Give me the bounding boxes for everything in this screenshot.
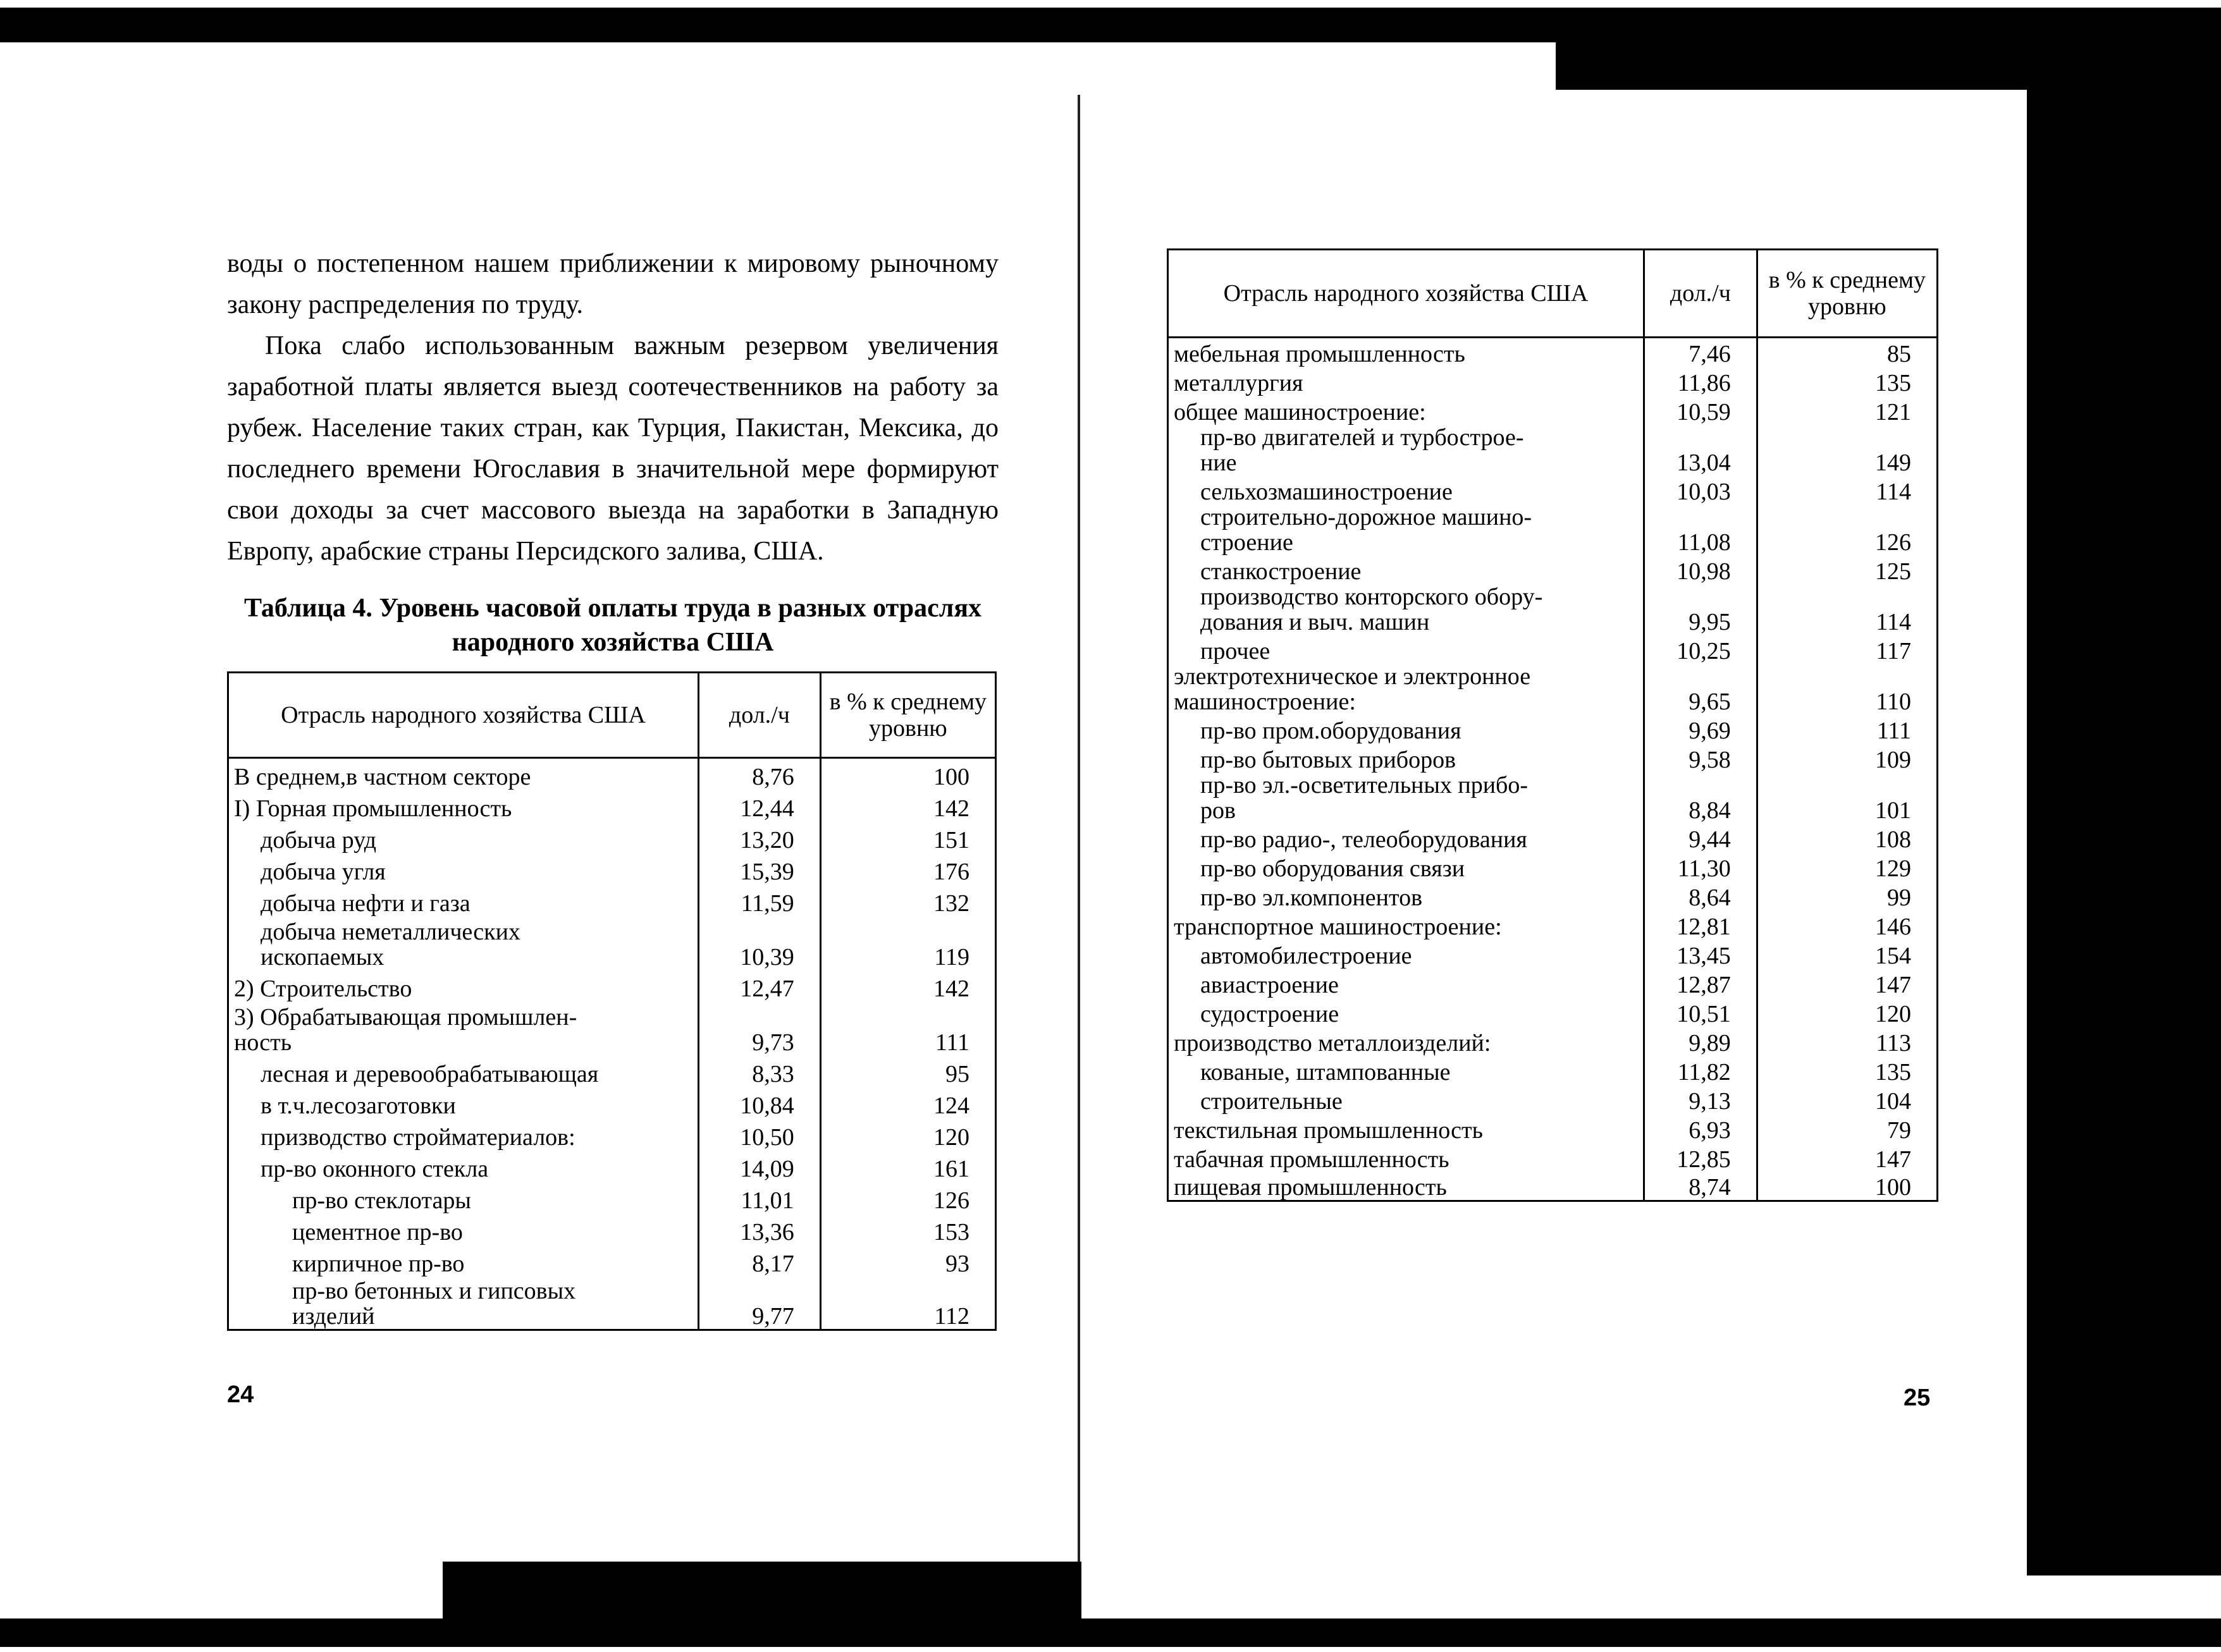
table-row (1168, 425, 1938, 475)
sector-cell: кованые, штампованные (1168, 1056, 1644, 1085)
table-row (1168, 823, 1938, 852)
table-row (228, 1245, 996, 1276)
pct-cell: 114 (1757, 584, 1937, 635)
table-row (228, 758, 996, 790)
sector-cell: мебельная промышленность (1168, 338, 1644, 367)
usd-cell: 9,89 (1644, 1027, 1757, 1056)
sector-cell: добыча нефти и газа (228, 884, 699, 916)
sector-cell: строительно-дорожное машино- строение (1168, 505, 1644, 555)
usd-cell: 6,93 (1644, 1114, 1757, 1143)
sector-cell: пищевая промышленность (1168, 1172, 1644, 1201)
table-row (1168, 852, 1938, 881)
usd-cell: 10,39 (699, 916, 821, 970)
table-row (1168, 555, 1938, 584)
pct-cell: 100 (1757, 1172, 1937, 1201)
pct-cell: 85 (1757, 338, 1937, 367)
usd-cell: 10,84 (699, 1087, 821, 1118)
header-pct: в % к среднему уровню (820, 673, 995, 758)
table-row (1168, 475, 1938, 505)
sector-cell: пр-во эл.компонентов (1168, 881, 1644, 910)
pct-cell: 147 (1757, 1143, 1937, 1172)
usd-cell: 12,87 (1644, 969, 1757, 998)
usd-cell: 14,09 (699, 1150, 821, 1182)
pct-cell: 124 (820, 1087, 995, 1118)
usd-cell: 8,64 (1644, 881, 1757, 910)
pct-cell: 126 (820, 1182, 995, 1213)
usd-cell: 9,65 (1644, 664, 1757, 714)
pct-cell: 93 (820, 1245, 995, 1276)
table-row (1168, 1085, 1938, 1114)
usd-cell: 12,47 (699, 970, 821, 1001)
paragraph: Пока слабо использованным важным резервом увеличения заработной платы является выезд соотечественников на работу за рубеж. Население таких стран, как Турция, Пакистан, Мексика, до последнего времени Югославия в значительной мере формируют свои доходы за счет массового выезда на заработки в Западную Европу, арабские страны Персидского залива, США. (227, 331, 999, 566)
pct-cell: 79 (1757, 1114, 1937, 1143)
usd-cell: 11,59 (699, 884, 821, 916)
sector-cell: призводство стройматериалов: (228, 1118, 699, 1150)
sector-cell: автомобилестроение (1168, 939, 1644, 969)
table-row (1168, 1143, 1938, 1172)
pct-cell: 104 (1757, 1085, 1937, 1114)
usd-cell: 10,51 (1644, 998, 1757, 1027)
pct-cell: 120 (820, 1118, 995, 1150)
usd-cell: 12,81 (1644, 910, 1757, 939)
pct-cell: 95 (820, 1055, 995, 1087)
pct-cell: 109 (1757, 743, 1937, 773)
header-sector: Отрасль народного хозяйства США (1168, 250, 1644, 338)
sector-cell: I) Горная промышленность (228, 790, 699, 821)
sector-cell: пр-во бетонных и гипсовых изделий (228, 1276, 699, 1330)
sector-cell: станкостроение (1168, 555, 1644, 584)
pct-cell: 151 (820, 821, 995, 853)
usd-cell: 10,25 (1644, 635, 1757, 664)
table-row (1168, 505, 1938, 555)
usd-cell: 8,76 (699, 758, 821, 790)
usd-cell: 12,44 (699, 790, 821, 821)
table-row (228, 853, 996, 884)
sector-cell: в т.ч.лесозаготовки (228, 1087, 699, 1118)
table-row (1168, 635, 1938, 664)
sector-cell: пр-во оборудования связи (1168, 852, 1644, 881)
pct-cell: 135 (1757, 1056, 1937, 1085)
table-row (1168, 910, 1938, 939)
sector-cell: транспортное машиностроение: (1168, 910, 1644, 939)
sector-cell: добыча неметаллических ископаемых (228, 916, 699, 970)
table-row (1168, 714, 1938, 743)
table-row (228, 1182, 996, 1213)
usd-cell: 9,77 (699, 1276, 821, 1330)
sector-cell: 3) Обрабатывающая промышлен- ность (228, 1001, 699, 1055)
table-row (1168, 881, 1938, 910)
pct-cell: 100 (820, 758, 995, 790)
table-row (228, 790, 996, 821)
sector-cell: пр-во эл.-осветительных прибо- ров (1168, 773, 1644, 823)
sector-cell: цементное пр-во (228, 1213, 699, 1245)
header-sector: Отрасль народного хозяйства США (228, 673, 699, 758)
sector-cell: производство конторского обору- дования и выч. машин (1168, 584, 1644, 635)
table-row (1168, 664, 1938, 714)
header-usd: дол./ч (1644, 250, 1757, 338)
pct-cell: 101 (1757, 773, 1937, 823)
usd-cell: 9,69 (1644, 714, 1757, 743)
body-text (227, 243, 999, 572)
usd-cell: 15,39 (699, 853, 821, 884)
sector-cell: пр-во пром.оборудования (1168, 714, 1644, 743)
sector-cell: электротехническое и электронное машиностроение: (1168, 664, 1644, 714)
table-row (1168, 1114, 1938, 1143)
usd-cell: 8,74 (1644, 1172, 1757, 1201)
usd-cell: 13,20 (699, 821, 821, 853)
pct-cell: 149 (1757, 425, 1937, 475)
pct-cell: 121 (1757, 396, 1937, 425)
table-row (228, 1213, 996, 1245)
table-row (1168, 743, 1938, 773)
page-number-left: 24 (227, 1381, 254, 1408)
table-row (1168, 939, 1938, 969)
table-row (1168, 1027, 1938, 1056)
usd-cell: 8,33 (699, 1055, 821, 1087)
pct-cell: 146 (1757, 910, 1937, 939)
table-row (1168, 1056, 1938, 1085)
table-row (228, 821, 996, 853)
usd-cell: 11,82 (1644, 1056, 1757, 1085)
table-row (1168, 338, 1938, 367)
table-row (228, 1001, 996, 1055)
pct-cell: 154 (1757, 939, 1937, 969)
pct-cell: 113 (1757, 1027, 1937, 1056)
table-row (1168, 367, 1938, 396)
usd-cell: 9,13 (1644, 1085, 1757, 1114)
book-spine (1078, 95, 1080, 1562)
table-row (228, 916, 996, 970)
usd-cell: 9,44 (1644, 823, 1757, 852)
sector-cell: судостроение (1168, 998, 1644, 1027)
sector-cell: пр-во стеклотары (228, 1182, 699, 1213)
sector-cell: пр-во бытовых приборов (1168, 743, 1644, 773)
sector-cell: лесная и деревообрабатывающая (228, 1055, 699, 1087)
table-row (228, 1055, 996, 1087)
pct-cell: 112 (820, 1276, 995, 1330)
usd-cell: 8,84 (1644, 773, 1757, 823)
paragraph: воды о постепенном нашем приближении к мировому рыночному закону распределения по труду. (227, 249, 999, 319)
pct-cell: 99 (1757, 881, 1937, 910)
sector-cell: В среднем,в частном секторе (228, 758, 699, 790)
wage-table-left (227, 671, 997, 1331)
table-row (1168, 969, 1938, 998)
sector-cell: пр-во двигателей и турбострое- ние (1168, 425, 1644, 475)
sector-cell: добыча угля (228, 853, 699, 884)
pct-cell: 111 (820, 1001, 995, 1055)
usd-cell: 10,50 (699, 1118, 821, 1150)
scan-border-bottom-center (443, 1562, 1081, 1622)
pct-cell: 125 (1757, 555, 1937, 584)
usd-cell: 10,03 (1644, 475, 1757, 505)
usd-cell: 10,59 (1644, 396, 1757, 425)
table-row (228, 1276, 996, 1330)
usd-cell: 9,95 (1644, 584, 1757, 635)
sector-cell: сельхозмашиностроение (1168, 475, 1644, 505)
sector-cell: добыча руд (228, 821, 699, 853)
pct-cell: 129 (1757, 852, 1937, 881)
pct-cell: 108 (1757, 823, 1937, 852)
pct-cell: 110 (1757, 664, 1937, 714)
sector-cell: 2) Строительство (228, 970, 699, 1001)
sector-cell: кирпичное пр-во (228, 1245, 699, 1276)
page-number-right: 25 (1904, 1385, 1931, 1411)
usd-cell: 11,08 (1644, 505, 1757, 555)
table-row (228, 1118, 996, 1150)
pct-cell: 142 (820, 790, 995, 821)
usd-cell: 13,04 (1644, 425, 1757, 475)
sector-cell: пр-во радио-, телеоборудования (1168, 823, 1644, 852)
scan-border-right (2027, 8, 2221, 1576)
sector-cell: табачная промышленность (1168, 1143, 1644, 1172)
pct-cell: 161 (820, 1150, 995, 1182)
pct-cell: 114 (1757, 475, 1937, 505)
header-pct: в % к среднему уровню (1757, 250, 1937, 338)
usd-cell: 11,86 (1644, 367, 1757, 396)
usd-cell: 13,36 (699, 1213, 821, 1245)
table-row (1168, 773, 1938, 823)
usd-cell: 13,45 (1644, 939, 1757, 969)
sector-cell: авиастроение (1168, 969, 1644, 998)
table-row (228, 884, 996, 916)
pct-cell: 117 (1757, 635, 1937, 664)
table-row (228, 1087, 996, 1118)
pct-cell: 119 (820, 916, 995, 970)
table-row (1168, 1172, 1938, 1201)
usd-cell: 10,98 (1644, 555, 1757, 584)
pct-cell: 120 (1757, 998, 1937, 1027)
usd-cell: 11,30 (1644, 852, 1757, 881)
table-row (228, 970, 996, 1001)
pct-cell: 153 (820, 1213, 995, 1245)
usd-cell: 12,85 (1644, 1143, 1757, 1172)
sector-cell: текстильная промышленность (1168, 1114, 1644, 1143)
header-usd: дол./ч (699, 673, 821, 758)
pct-cell: 147 (1757, 969, 1937, 998)
usd-cell: 7,46 (1644, 338, 1757, 367)
pct-cell: 135 (1757, 367, 1937, 396)
pct-cell: 176 (820, 853, 995, 884)
sector-cell: прочее (1168, 635, 1644, 664)
table-row (1168, 998, 1938, 1027)
scan-border-bottom (0, 1618, 2221, 1647)
usd-cell: 8,17 (699, 1245, 821, 1276)
usd-cell: 11,01 (699, 1182, 821, 1213)
sector-cell: металлургия (1168, 367, 1644, 396)
sector-cell: общее машиностроение: (1168, 396, 1644, 425)
wage-table-right (1167, 248, 1938, 1202)
sector-cell: производство металлоизделий: (1168, 1027, 1644, 1056)
sector-cell: пр-во оконного стекла (228, 1150, 699, 1182)
table-row (1168, 396, 1938, 425)
pct-cell: 111 (1757, 714, 1937, 743)
pct-cell: 132 (820, 884, 995, 916)
sector-cell: строительные (1168, 1085, 1644, 1114)
pct-cell: 142 (820, 970, 995, 1001)
usd-cell: 9,58 (1644, 743, 1757, 773)
table-caption: Таблица 4. Уровень часовой оплаты труда в разных отраслях народного хозяйства США (243, 594, 982, 657)
pct-cell: 126 (1757, 505, 1937, 555)
usd-cell: 9,73 (699, 1001, 821, 1055)
table-row (228, 1150, 996, 1182)
table-row (1168, 584, 1938, 635)
